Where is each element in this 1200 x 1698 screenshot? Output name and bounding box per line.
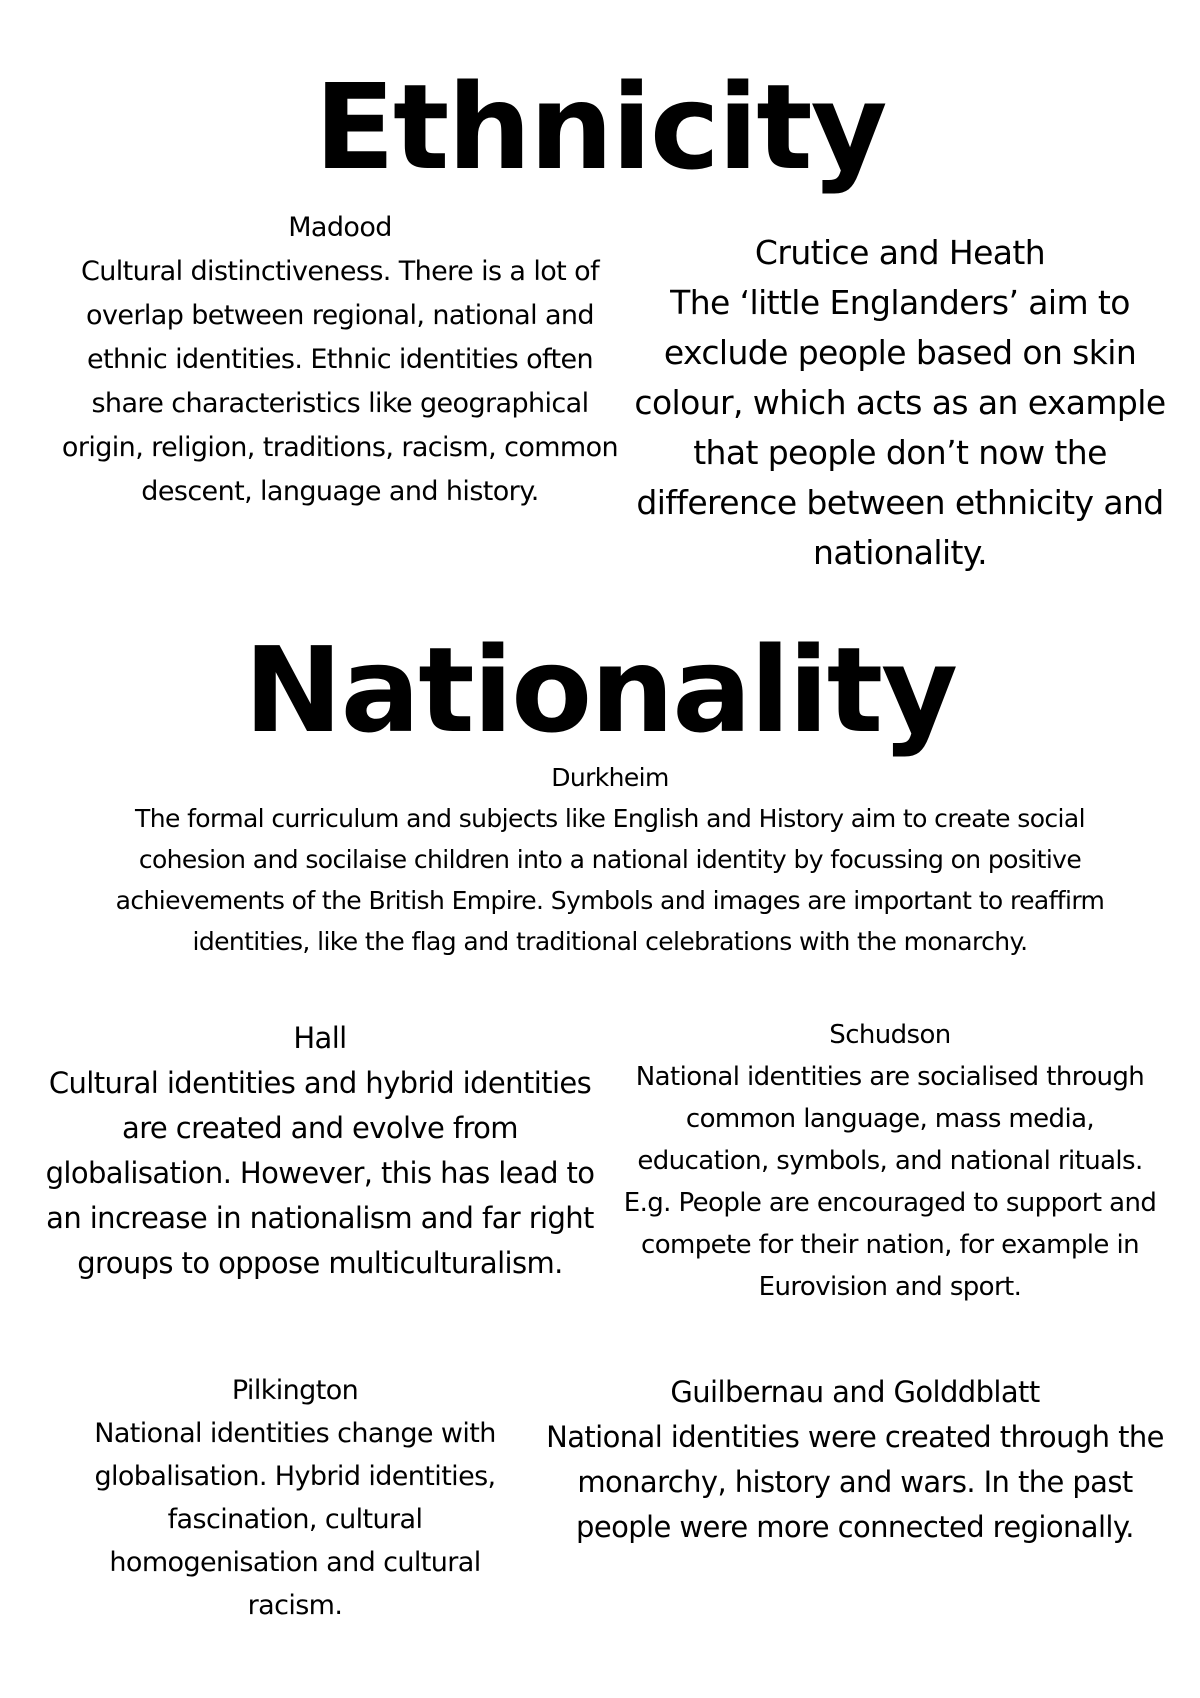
- madood-name: Madood: [288, 212, 392, 243]
- pilkington-text: National identities change with globalisation. Hybrid identities, fascination, cultural homogenisation and cultural racism.: [94, 1418, 496, 1621]
- madood-section: [60, 206, 620, 514]
- schudson-section: [620, 1014, 1160, 1308]
- nationality-heading: Nationality: [243, 621, 957, 759]
- guilbernau-golddblatt-section: [545, 1370, 1165, 1550]
- crutice-heath-text: The ‘little Englanders’ aim to exclude people based on skin colour, which acts as an example that people don’t now the difference between ethnicity and nationality.: [634, 283, 1166, 572]
- madood-text: Cultural distinctiveness. There is a lot of overlap between regional, national and ethnic identities. Ethnic identities often share characteristics like geographical origin, religion, traditions, racism, common descent, language and history.: [61, 256, 619, 507]
- durkheim-text: The formal curriculum and subjects like English and History aim to create social cohesion and socilaise children into a national identity by focussing on positive achievements of the British Empire. Symbols and images are important to reaffirm identities, like the flag and traditional celebrations with the monarchy.: [115, 804, 1105, 956]
- schudson-name: Schudson: [829, 1020, 951, 1050]
- crutice-heath-section: [620, 228, 1180, 578]
- crutice-heath-name: Crutice and Heath: [754, 233, 1046, 272]
- durkheim-name: Durkheim: [551, 763, 669, 792]
- pilkington-section: [60, 1369, 530, 1627]
- schudson-text: National identities are socialised through common language, mass media, education, symbols, and national rituals. E.g. People are encouraged to support and compete for their nation, for example in Eurovision and sport.: [623, 1062, 1157, 1302]
- hall-name: Hall: [293, 1021, 347, 1055]
- guilbernau-golddblatt-name: Guilbernau and Golddblatt: [670, 1375, 1040, 1409]
- ethnicity-heading: Ethnicity: [314, 58, 886, 196]
- hall-section: [40, 1016, 600, 1286]
- durkheim-section: [90, 757, 1130, 962]
- pilkington-name: Pilkington: [231, 1375, 359, 1406]
- guilbernau-golddblatt-text: National identities were created through the monarchy, history and wars. In the past people were more connected regionally.: [546, 1420, 1164, 1544]
- hall-text: Cultural identities and hybrid identities are created and evolve from globalisation. However, this has lead to an increase in nationalism and far right groups to oppose multiculturalism.: [45, 1066, 595, 1280]
